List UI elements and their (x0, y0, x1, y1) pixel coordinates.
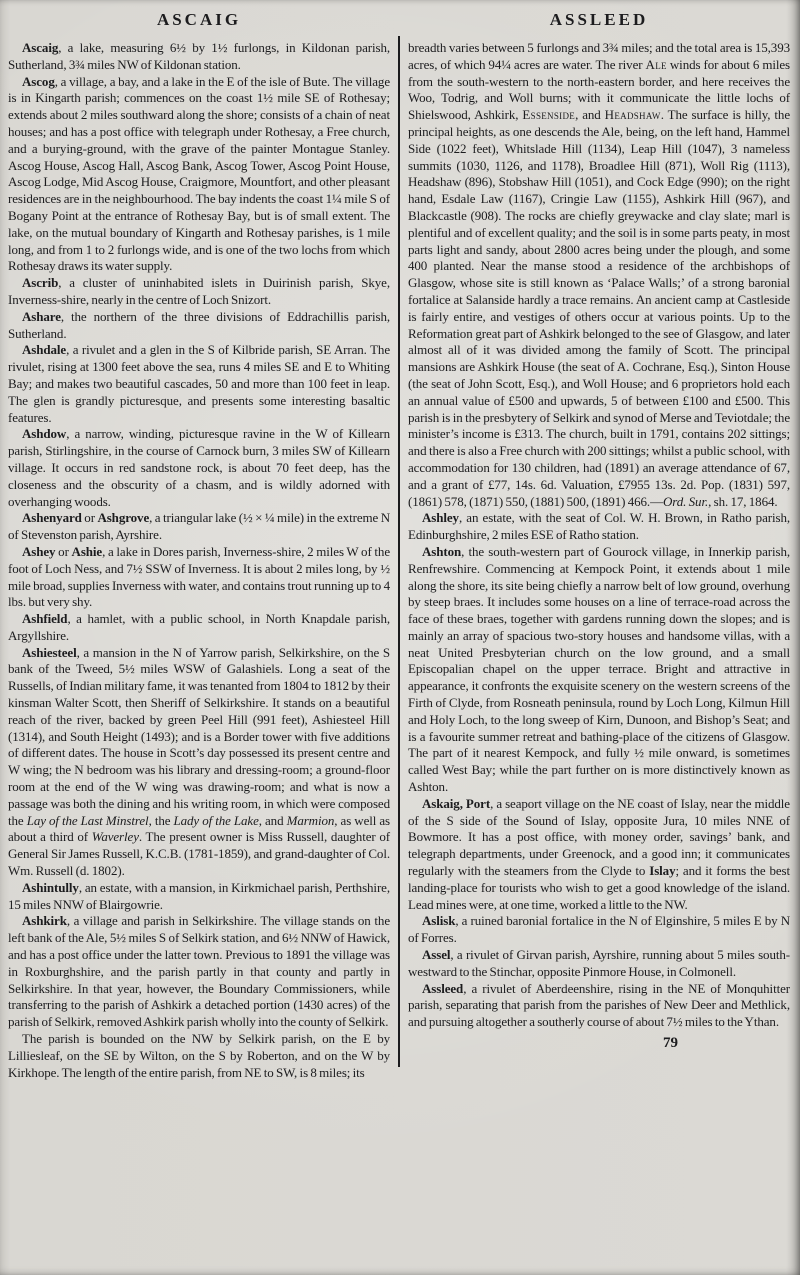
entry-name: Ashdow (22, 426, 67, 442)
entry-name: Ashare (22, 308, 61, 324)
left-column-body (8, 40, 390, 1081)
entry-name: Ashkirk (22, 913, 67, 929)
entry-name: Ashey (22, 543, 56, 559)
entry-ashare: Ashare, the northern of the three divisions of Eddrachillis parish, Sutherland. (8, 308, 390, 341)
entry-ascaig: Ascaig, a lake, measuring 6½ by 1½ furlongs, in Kildonan parish, Sutherland, 3¾ miles NW of Kildonan station. (8, 40, 390, 72)
entry-ashenyard: Ashenyard or Ashgrove, a triangular lake (½ × ¼ mile) in the extreme N of Stevenston parish, Ayrshire. (8, 510, 390, 543)
running-head-right: ASSLEED (549, 10, 649, 29)
italic-title: Lay of the Last Minstrel (26, 812, 149, 828)
entry-name: Assel (422, 947, 451, 963)
entry-ashiesteel: Ashiesteel, a mansion in the N of Yarrow parish, Selkirkshire, on the S bank of the Tweed, 5½ miles WSW of Galashiels. Long a seat of the Russells, of Indian military fame, it was tenanted from 1804 to 1812 by their kinsman Walter Scott, then Sheriff of Selkirkshire. It stands on a beautiful reach of the river, backed by green Peel Hill (991 feet), Ashiesteel Hill (1314), and South Height (1493); and is a Border tower with five additions of different dates. The house in Scott’s day possessed its present centre and W wing; the N bedroom was his library and dressing-room; a ground-floor room at the end of the W wing was drawing-room; and what is now a passage was both the dining and his writing room, in which were composed the Lay of the Last Minstrel, the Lady of the Lake, and Marmion, as well as about a third of Waverley. The present owner is Miss Russell, daughter of General Sir James Russell, K.C.B. (1781-1859), and grand-daughter of Col. Wm. Russell (d. 1802). (8, 644, 391, 879)
entry-name: Ashgrove (97, 510, 150, 526)
entry-aslisk: Aslisk, a ruined baronial fortalice in the N of Elginshire, 5 miles E by N of Forres. (408, 913, 790, 946)
entry-name: Ashdale (22, 342, 67, 358)
entry-name: Ascaig (22, 40, 59, 55)
italic-title: Ord. Sur. (662, 493, 709, 509)
entry-assel: Assel, a rivulet of Girvan parish, Ayrshire, running about 5 miles south-westward to the Stinchar, opposite Pinmore House, in Colmonell. (408, 947, 790, 979)
italic-title: Waverley (91, 829, 139, 845)
entry-name: Aslisk (422, 913, 456, 929)
entry-name: Ashenyard (22, 510, 82, 526)
entry-name: Ashintully (22, 879, 79, 895)
entry-askaig-port: Askaig, Port, a seaport village on the NE coast of Islay, near the middle of the S side of the Sound of Islay, opposite Jura, 10 miles NNE of Bowmore. It has a post office, with money order, savings’ bank, and telegraph departments, under Greenock, and a good inn; it communicates regularly with the steamers from the Clyde to Islay; and it forms the best landing-place for tourists who wish to get a good knowledge of the island. Lead mines were, at one time, worked a little to the NW. (408, 795, 790, 912)
entry-ascrib: Ascrib, a cluster of uninhabited islets in Duirinish parish, Skye, Inverness-shire, nearly in the centre of Loch Snizort. (8, 275, 390, 307)
entry-ashkirk: Ashkirk, a village and parish in Selkirkshire. The village stands on the left bank of the Ale, 5½ miles S of Selkirk station, and 6½ NNW of Hawick, and has a post office under the latter town. Previous to 1891 the village was in Roxburghshire, and the parish partly in that county and partly in Selkirkshire. In that year, however, the Boundary Commissioners, while transferring to the parish of Ashkirk a detached portion (1430 acres) of the parish of Selkirk, removed Ashkirk parish wholly into the county of Selkirk. (8, 913, 390, 1030)
entry-name: Ascog (22, 73, 55, 89)
smallcaps-crossref: Ale (645, 56, 667, 72)
entry-name: Ashton (422, 543, 462, 559)
entry-ashton: Ashton, the south-western part of Gourock village, in Innerkip parish, Renfrewshire. Commencing at Kempock Point, it extends about 1 mile along the shore, its site being chiefly a narrow belt of low ground, overhung by steep braes. It includes some houses on a line of terrace-road across the face of these braes, together with gardens running down the slopes; and is mainly an array of spacious two-story houses and handsome villas, with a neat United Presbyterian church on the low ground, and a small Episcopalian chapel on the upper terrace. Bright and attractive in appearance, it confronts the exquisite scenery on the western screens of the Firth of Clyde, from Rosneath peninsula, round by Loch Long, Kilmun Hill and Holy Loch, to the long sweep of Kirn, Dunoon, and Bishop’s Seat; and is a favourite summer retreat and bathing-place of the citizens of Glasgow. The part of it nearest Kempock, and fully ½ mile onward, is sometimes called West Bay; while the part further on is more distinctively known as Ashton. (408, 543, 790, 795)
entry-ashdow: Ashdow, a narrow, winding, picturesque ravine in the W of Killearn parish, Stirlingshire, in the course of Carnock burn, 3 miles SW of Killearn village. It occurs in red sandstone rock, is about 70 feet deep, has the closeness and the obscurity of a chasm, and is wildly adorned with overhanging woods. (8, 426, 390, 509)
entry-ashfield: Ashfield, a hamlet, with a public school, in North Knapdale parish, Argyllshire. (8, 611, 390, 643)
entry-name: Ashie (71, 543, 103, 559)
column-divider-rule (398, 36, 400, 1067)
entry-name: Ashfield (22, 611, 68, 627)
entry-name: Islay (649, 863, 676, 879)
running-head-left: ASCAIG (156, 10, 242, 29)
entry-ashey: Ashey or Ashie, a lake in Dores parish, Inverness-shire, 2 miles W of the foot of Loch Ness, and 7½ SSW of Inverness. It is about 2 miles long, by ½ mile broad, supplies Inverness with water, and contains trout running up to 4 lbs. but very shy. (8, 543, 390, 610)
entry-ashintully: Ashintully, an estate, with a mansion, in Kirkmichael parish, Perthshire, 15 miles NNW of Blairgowrie. (8, 879, 390, 912)
entry-name: Assleed (422, 980, 464, 996)
right-column-body (408, 40, 790, 1031)
entry-name: Ashiesteel (22, 644, 77, 660)
entry-ascog: Ascog, a village, a bay, and a lake in the E of the isle of Bute. The village is in Kingarth parish; commences on the coast 1½ mile SE of Rothesay; extends about 2 miles southward along the shore; consists of a chain of neat houses; and has a post office with telegraph under Rothesay, a Free church, and a burying-ground, with the grave of the painter Montague Stanley. Ascog House, Ascog Hall, Ascog Bank, Ascog Tower, Ascog Point House, Ascog Lodge, Mid Ascog House, Craigmore, Mountfort, and other pleasant residences are in the neighbourhood. The bay indents the coast 1¼ mile S of Bogany Point at the entrance of Rothesay Bay, but is of small extent. The lake, on the mutual boundary of Kingarth and Rothesay parishes, is 1 mile long, and from 1 to 2 furlongs wide, and is one of the two lochs from which Rothesay draws its water supply. (8, 73, 390, 274)
italic-title: Lady of the Lake (173, 812, 259, 828)
entry-assleed: Assleed, a rivulet of Aberdeenshire, rising in the NE of Monquhitter parish, separating that parish from the parishes of New Deer and Methlick, and pursuing altogether a southerly course of about 7½ miles to the Ythan. (408, 980, 790, 1030)
entry-ashley: Ashley, an estate, with the seat of Col. W. H. Brown, in Ratho parish, Edinburghshire, 2 miles ESE of Ratho station. (408, 510, 790, 543)
entry-ashdale: Ashdale, a rivulet and a glen in the S of Kilbride parish, SE Arran. The rivulet, rising at 1300 feet above the sea, runs 4 miles SE and E to Whiting Bay; and makes two beautiful cascades, 50 and more than 100 feet in leap. The glen is grandly picturesque, and presents some interesting basaltic features. (8, 342, 390, 425)
right-column (408, 8, 790, 1081)
smallcaps-crossref: Headshaw (604, 107, 661, 123)
entry-name: Ashley (422, 510, 459, 526)
entry-name: Ascrib (22, 275, 59, 291)
italic-title: Marmion (286, 812, 335, 828)
smallcaps-crossref: Essenside (522, 107, 576, 123)
left-column (8, 8, 390, 1081)
entry-name: Askaig, Port (422, 795, 491, 811)
entry-ashkirk-parish: The parish is bounded on the NW by Selkirk parish, on the E by Lilliesleaf, on the SE by Wilton, on the S by Roberton, and on the W by Kirkhope. The length of the entire parish, from NE to SW, is 8 miles; its (8, 1031, 390, 1080)
page-number: 79 (663, 1035, 678, 1052)
entry-ashkirk-continuation: breadth varies between 5 furlongs and 3¾ miles; and the total area is 15,393 acres, of which 94¼ acres are water. The river Ale winds for about 6 miles from the south-western to the north-eastern border, and here receives the Woo, Todrig, and Woll burns; with it communicate the little lochs of Shielswood, Ashkirk, Essenside, and Headshaw. The surface is hilly, the principal heights, as one descends the Ale, being, on the left hand, Hammel Side (1022 feet), Whitslade Hill (1134), Leap Hill (1047), 3 nameless summits (1030, 1126, and 1178), Broadlee Hill (871), Woll Rig (1113), Headshaw (896), Stobshaw Hill (1051), and Cock Edge (990); on the right hand, Esdale Law (1167), Cringie Law (1155), Ashkirk Hill (967), and Blackcastle (908). The rocks are chiefly greywacke and clay slate; marl is plentiful and of excellent quality; and the soil is in some parts peaty, in most parts light and sandy, about 2800 acres being under the plough, and some 400 planted. Near the manse stood a residence of the archbishops of Glasgow, whose site is still known as ‘Palace Walls;’ of a strong baronial fortalice at Salanside hardly a trace remains. An ancient camp at Castleside is fairly entire, and vestiges of others occur at various points. Up to the Reformation great part of Ashkirk belonged to the see of Glasgow, and later almost all of it was divided among the family of Scott. The principal mansions are Ashkirk House (the seat of A. Cochrane, Esq.), Sinton House (the seat of John Scott, Esq.), and Woll House; and 6 proprietors hold each an annual value of £500 and upwards, 5 of between £100 and £500. This parish is in the presbytery of Selkirk and synod of Merse and Teviotdale; the minister’s income is £313. The church, built in 1791, contains 202 sittings; and there is also a Free church with 200 sittings; whilst a public school, with accommodation for 130 children, had (1891) an average attendance of 67, and a grant of £77, 14s. 6d. Valuation, £7955 13s. 2d. Pop. (1831) 597, (1861) 578, (1871) 550, (1881) 500, (1891) 466.—Ord. Sur., sh. 17, 1864. (408, 40, 790, 509)
